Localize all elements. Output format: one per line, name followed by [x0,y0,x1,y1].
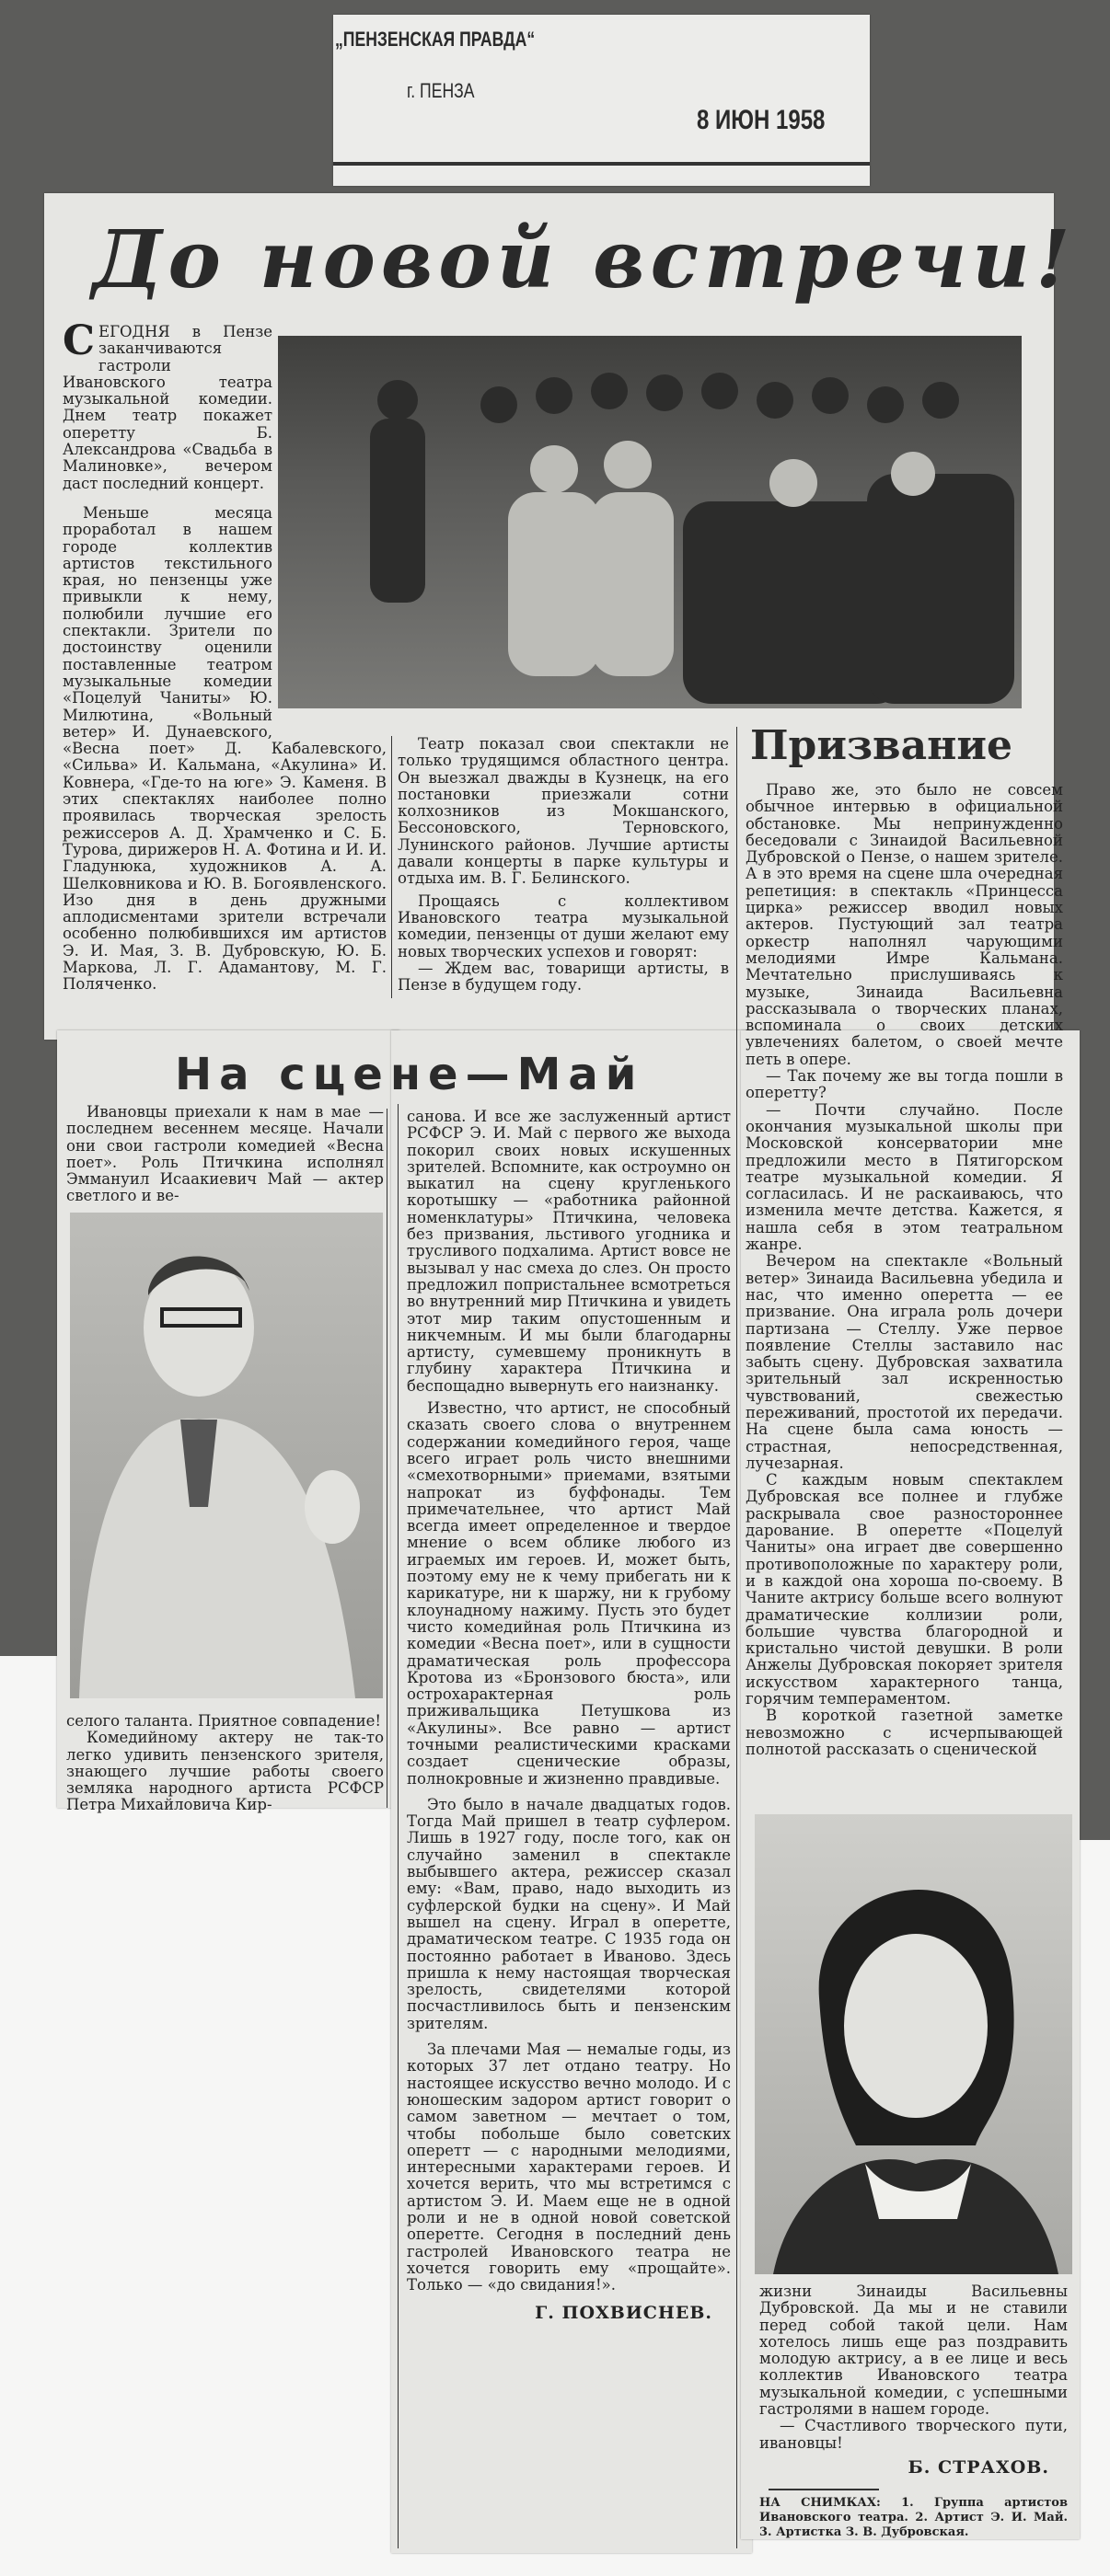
article-paragraph: Ивановцы приехали к нам в мае — последнем весеннем месяце. Начали они свои гастроли комедией «Весна поет». Роль Птичкина исполнял Эммануил Исаакиевич Май — актер светлого и ве- [66,1103,384,1205]
photo-caption [759,2496,1068,2540]
article-paragraph: санова. И все же заслуженный артист РСФСР Э. И. Май с первого же выхода покорил своих новых искушенных зрителей. Вспомните, как остроумно он выкатил на сцену кругленького коротышку — «работника районной номенклатуры» Птичкина, человека без призвания, льстивого угодника и трусливого подхалима. Артист вовсе не вызывал у нас смеха до слез. Он просто предложил попристальнее всмотреться во внутренний мир Птичкина и увидеть этот мир таким опустошенным и никчемным. И мы были благодарны артисту, сумевшему проникнуть в глубину характера Птичкина и беспощадно вывернуть его наизнанку. [407,1108,731,1395]
article-paragraph: Это было в начале двадцатых годов. Тогда Май пришел в театр суфлером. Лишь в 1927 году, после того, как он случайно заменил в спектакле выбывшего актера, режиссер сказал ему: «Вам, право, надо выходить из суфлерской будки на сцену». И Май вышел на сцену. Играл в оперетте, драматическом театре. С 1935 года он постоянно работает в Иваново. Здесь пришла к нему настоящая творческая зрелость, свидетелями которой посчастливилось быть и пензенским зрителям. [407,1795,731,2032]
article-paragraph: Известно, что артист, не способный сказать своего слова о внутреннем содержании комедийного героя, чаще всего играет роль чисто внешними «смехотворными» приемами, взятыми напрокат из буффонады. Тем примечательнее, что артист Май всегда имеет определенное и твердое мнение о всем облике любого из играемых им героев. И, может быть, поэтому ему не к чему прибегать ни к карикатуре, ни к шаржу, ни к грубому клоунадному нажиму. Пусть это будет чисто комедийная роль Птичкина из комедии «Весна поет», или в сущности драматическая роль профессора Кротова из «Бронзового бюста», или острохарактерная роль приживальщика Петушкова из «Акулины». Все равно — артист точными реалистическими красками создает сценические образы, полнокровные и жизненно правдивые. [407,1399,731,1788]
divider [333,162,870,166]
group-photo [278,336,1022,708]
article-paragraph: Комедийному актеру не так-то легко удивить пензенского зрителя, знающего лучшие работы своего земляка народного артиста РСФСР Петра Михайловича Кир- [66,1729,384,1814]
newspaper-name: „ПЕНЗЕНСКАЯ ПРАВДА“ [335,28,536,51]
date-stamp: 8 ИЮН 1958 [697,105,826,135]
calling-article-ending [759,2283,1068,2540]
main-title: До новой встречи! [92,213,1076,306]
dubrovskaya-photo [755,1814,1072,2274]
article-paragraph: Вечером на спектакле «Вольный ветер» Зинаида Васильевна убедила и нас, что именно оперетта — ее призвание. Она играла роль дочери партизана — Стеллу. Уже первое появление Стеллы заставило нас забыть сцену. Дубровская захватила зрительный зал искренностью чувствований, свежестью переживаний, простотой их передачи. На сцене была сама юность — страстная, непосредственная, лучезарная. [746,1252,1063,1472]
main-article-left-column [63,317,387,994]
column-divider [736,727,737,2548]
may-article-left-intro [66,1104,384,1205]
stamp-clipping [333,15,870,186]
intro-paragraph: Меньше месяца проработал в нашем городе коллектив артистов текстильного края, но пензенцы уже привыкли к нему, полюбили лучшие его спектакли. Зрители по достоинству оценили поставленные театром музыкальные комедии «Поцелуй Чаниты» Ю. Милютина, «Вольный ветер» И. Дунаевского, «Весна поет» Д. Кабалевского, «Сильва» И. Кальмана, «Акулина» И. Ковнера, «Где-то на юге» Э. Каменя. В этих спектаклях наиболее полно проявилась творческая зрелость режиссеров А. Д. Храмченко и С. Б. Турова, дирижеров Н. А. Фотина и И. И. Гладунюка, художников А. А. Шелковникова и Ю. В. Богоявленского. Изо дня в день дружными аплодисментами зрители встречали особенно полюбившихся им артистов Э. И. Мая, З. В. Дубровскую, Ю. Б. Маркова, Л. Г. Адамантову, М. Г. Поляченко. [63,503,387,994]
caption-label: НА СНИМКАХ: [759,2496,881,2511]
intro-paragraph: ЕГОДНЯ в Пензе заканчиваются гастроли Ивановского театра музыкальной комедии. Днем театр покажет оперетту Б. Александрова «Свадьба в Малиновке», вечером даст последний концерт. [63,323,272,492]
city: г. ПЕНЗА [407,79,475,102]
may-article-middle-column [407,1109,731,2322]
author-signature: Б. СТРАХОВ. [908,2456,1049,2478]
caption-text: 1. Группа артистов Ивановского театра. 2. Артист Э. И. Май. 3. Артистка З. В. Дубровская. [759,2496,1068,2540]
column-divider [398,1104,399,2548]
caption-divider [769,2489,879,2490]
article-paragraph: жизни Зинаиды Васильевны Дубровской. Да мы и не ставили перед собой такой цели. Нам хотелось лишь еще раз поздравить молодую актрису, а в ее лице и весь коллектив Ивановского театра музыкальной комедии, с успешными гастролями в нашем городе. [759,2283,1068,2419]
group-photo-image [278,336,1022,708]
article-paragraph: — Так почему же вы тогда пошли в оперетту? [746,1067,1063,1102]
may-article-left-ending [66,1713,384,1814]
dubrovskaya-photo-image [755,1814,1072,2274]
article-paragraph: — Почти случайно. После окончания музыкальной школы при Московской консерватории мне предложили место в Пятигорском театре музыкальной комедии. Я согласилась. И не раскаиваюсь, что изменила мечте детства. Кажется, я нашла себя в этом театральном жанре. [746,1100,1063,1254]
may-article-title: На сцене—Май [175,1049,644,1100]
drop-cap: С [63,317,96,364]
article-paragraph: За плечами Мая — немалые годы, из которых 37 лет отдано театру. Но настоящее искусство вечно молодо. И с юношеским задором артист говорит о самом заветном — мечтает о том, чтобы побольше было советских оперетт — с народными мелодиями, интересными характерами героев. И хочется верить, что мы встретимся с артистом Э. И. Маем еще не в одной роли и не в одной новой советской оперетте. Сегодня в последний день гастролей Ивановского театра не хочется говорить ему «прощайте». Только — «до свидания!». [407,2041,731,2294]
calling-title: Призвание [750,722,1012,769]
author-signature: Г. ПОХВИСНЕВ. [535,2303,712,2324]
article-paragraph: Право же, это было не совсем обычное интервью в официальной обстановке. Мы непринужденно беседовали с Зинаидой Васильевной Дубровской о Пензе, о нашем зрителе. А в это время на сцене шла очередная репетиция: в спектакль «Принцесса цирка» режиссер вводил новых актеров. Пустующий зал театра оркестр наполнял чарующими мелодиями Имре Кальмана. Мечтательно прислушиваясь к музыке, Зинаида Васильевна рассказывала о творческих планах, вспоминала о своих детских увлечениях балетом, о своей мечте петь в опере. [746,781,1063,1068]
article-paragraph: В короткой газетной заметке невозможно с исчерпывающей полнотой рассказать о сценической [746,1707,1063,1758]
article-paragraph: Театр показал свои спектакли не только трудящимся областного центра. Он выезжал дважды в Кузнецк, на его постановки приезжали сотни колхозников из Мокшанского, Бессоновского, Терновского, Лунинского районов. Лучшие артисты давали концерты в парке культуры и отдыха им. В. Г. Белинского. [398,735,729,888]
article-paragraph: — Ждем вас, товарищи артисты, в Пензе в будущем году. [398,959,729,995]
article-paragraph: — Счастливого творческого пути, ивановцы! [759,2417,1068,2452]
article-paragraph: С каждым новым спектаклем Дубровская все полнее и глубже раскрывала свое разностороннее дарование. В оперетте «Поцелуй Чаниты» она играет две совершенно противоположные по характеру роли, и в каждой она хороша по-своему. В Чаните актрису больше всего волнуют драматические коллизии роли, большие чувства благородной и кристально чистой девушки. В роли Анжелы Дубровская покоряет зрителя искусством характерного танца, горячим темпераментом. [746,1471,1063,1708]
column-divider [391,736,392,998]
article-paragraph: селого таланта. Приятное совпадение! [66,1712,382,1730]
calling-article-text [746,782,1063,1758]
main-article-middle-column [398,736,729,994]
article-paragraph: Прощаясь с коллективом Ивановского театра музыкальной комедии, пензенцы от души желают ему новых творческих успехов и говорят: [398,891,729,960]
may-photo-image [70,1213,383,1698]
may-photo [70,1213,383,1698]
